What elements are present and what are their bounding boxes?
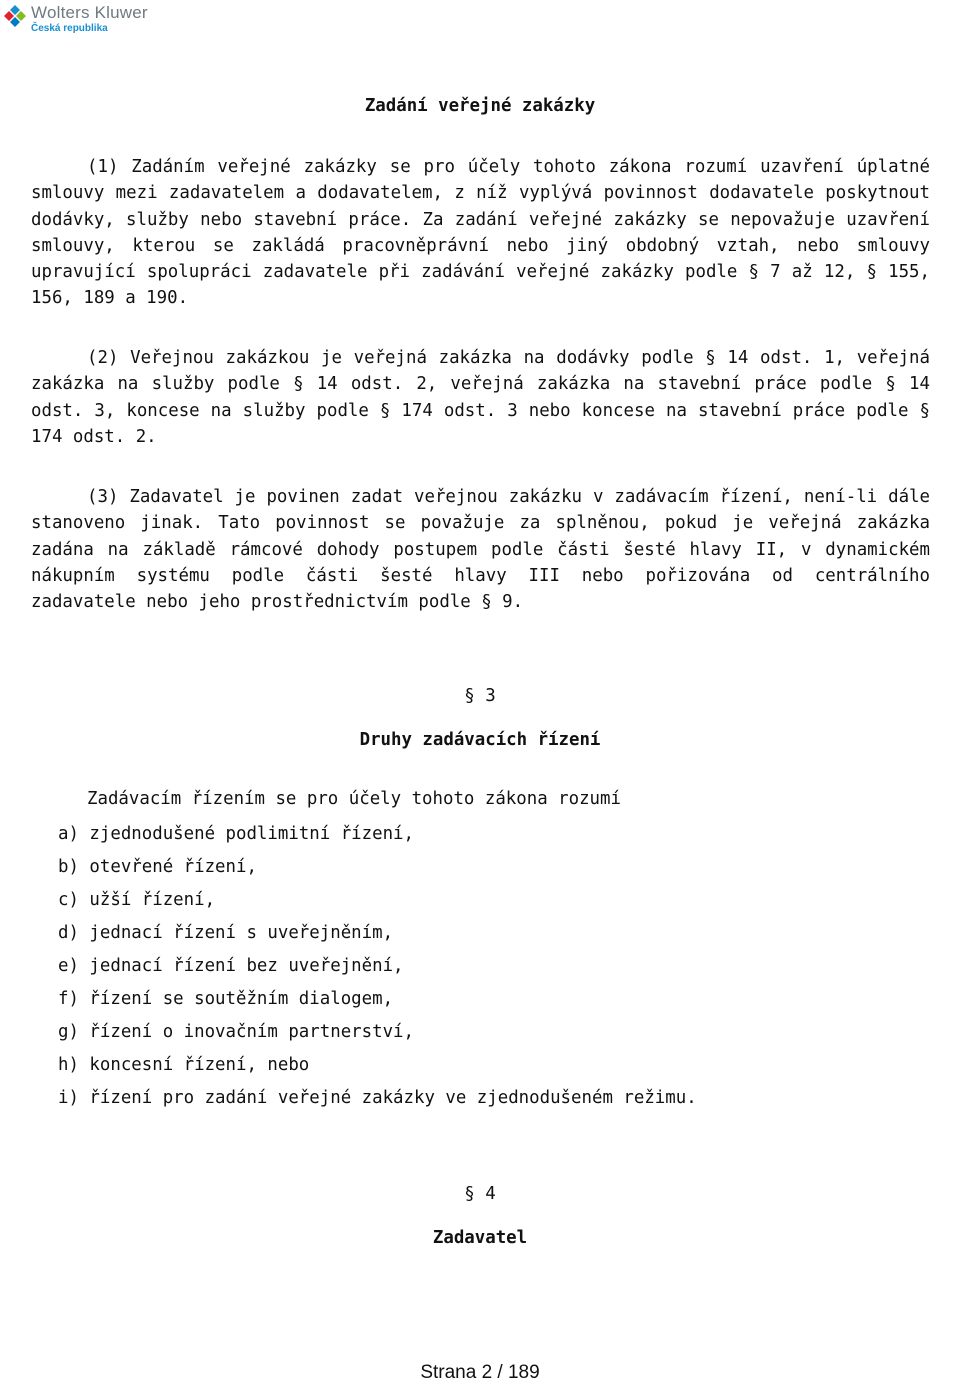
list-item: e) jednací řízení bez uveřejnění,: [58, 956, 404, 976]
list-item: i) řízení pro zadání veřejné zakázky ve zjednodušeném režimu.: [58, 1088, 697, 1108]
section-title-3: Druhy zadávacích řízení: [359, 730, 601, 750]
section-number-3: § 3: [464, 686, 496, 706]
list-item: a) zjednodušené podlimitní řízení,: [58, 824, 414, 844]
list-item: f) řízení se soutěžním dialogem,: [58, 989, 394, 1009]
paragraph-2-text: (2) Veřejnou zakázkou je veřejná zakázka na dodávky podle § 14 odst. 1, veřejná zakázka na služby podle § 14 odst. 2, veřejná zakázka na stavební práce podle § 14 odst. 3, koncese na služby podle § 174 odst. 3 nebo koncese na stavební práce podle § 174 odst. 2.: [31, 348, 930, 447]
brand-logo: [3, 3, 183, 35]
wolters-kluwer-logo-icon: [3, 4, 27, 28]
list-item: c) užší řízení,: [58, 890, 216, 910]
section-number-4: § 4: [464, 1184, 496, 1204]
paragraph-3-text: (3) Zadavatel je povinen zadat veřejnou zakázku v zadávacím řízení, není-li dále stanoveno jinak. Tato povinnost se považuje za splněnou, pokud je veřejná zakázka zadána na základě rámcové dohody postupem podle části šesté hlavy II, v dynamickém nákupním systému podle části šesté hlavy III nebo pořizována od centrálního zadavatele nebo jeho prostřednictvím podle § 9.: [31, 487, 930, 613]
page-number: Strana 2 / 189: [420, 1362, 540, 1383]
section-title-4: Zadavatel: [432, 1228, 528, 1248]
paragraph-3: [31, 484, 930, 615]
brand-name: Wolters Kluwer: [31, 3, 148, 22]
section-title: Zadání veřejné zakázky: [364, 96, 596, 116]
list-item: b) otevřené řízení,: [58, 857, 257, 877]
brand-subtitle: Česká republika: [31, 23, 108, 34]
list-item: g) řízení o inovačním partnerství,: [58, 1022, 414, 1042]
list-item: h) koncesní řízení, nebo: [58, 1055, 310, 1075]
procedure-list: [58, 818, 697, 1115]
paragraph-1: [31, 154, 930, 312]
paragraph-1-text: (1) Zadáním veřejné zakázky se pro účely tohoto zákona rozumí uzavření úplatné smlouvy mezi zadavatelem a dodavatelem, z níž vyplývá povinnost dodavatele poskytnout dodávky, služby nebo stavební práce. Za zadání veřejné zakázky se nepovažuje uzavření smlouvy, kterou se zakládá pracovněprávní nebo jiný obdobný vztah, nebo smlouvy upravující spolupráci zadavatele při zadávání veřejné zakázky podle § 7 až 12, § 155, 156, 189 a 190.: [31, 157, 930, 309]
list-intro: Zadávacím řízením se pro účely tohoto zákona rozumí: [87, 789, 621, 809]
list-item: d) jednací řízení s uveřejněním,: [58, 923, 394, 943]
paragraph-2: [31, 345, 930, 450]
